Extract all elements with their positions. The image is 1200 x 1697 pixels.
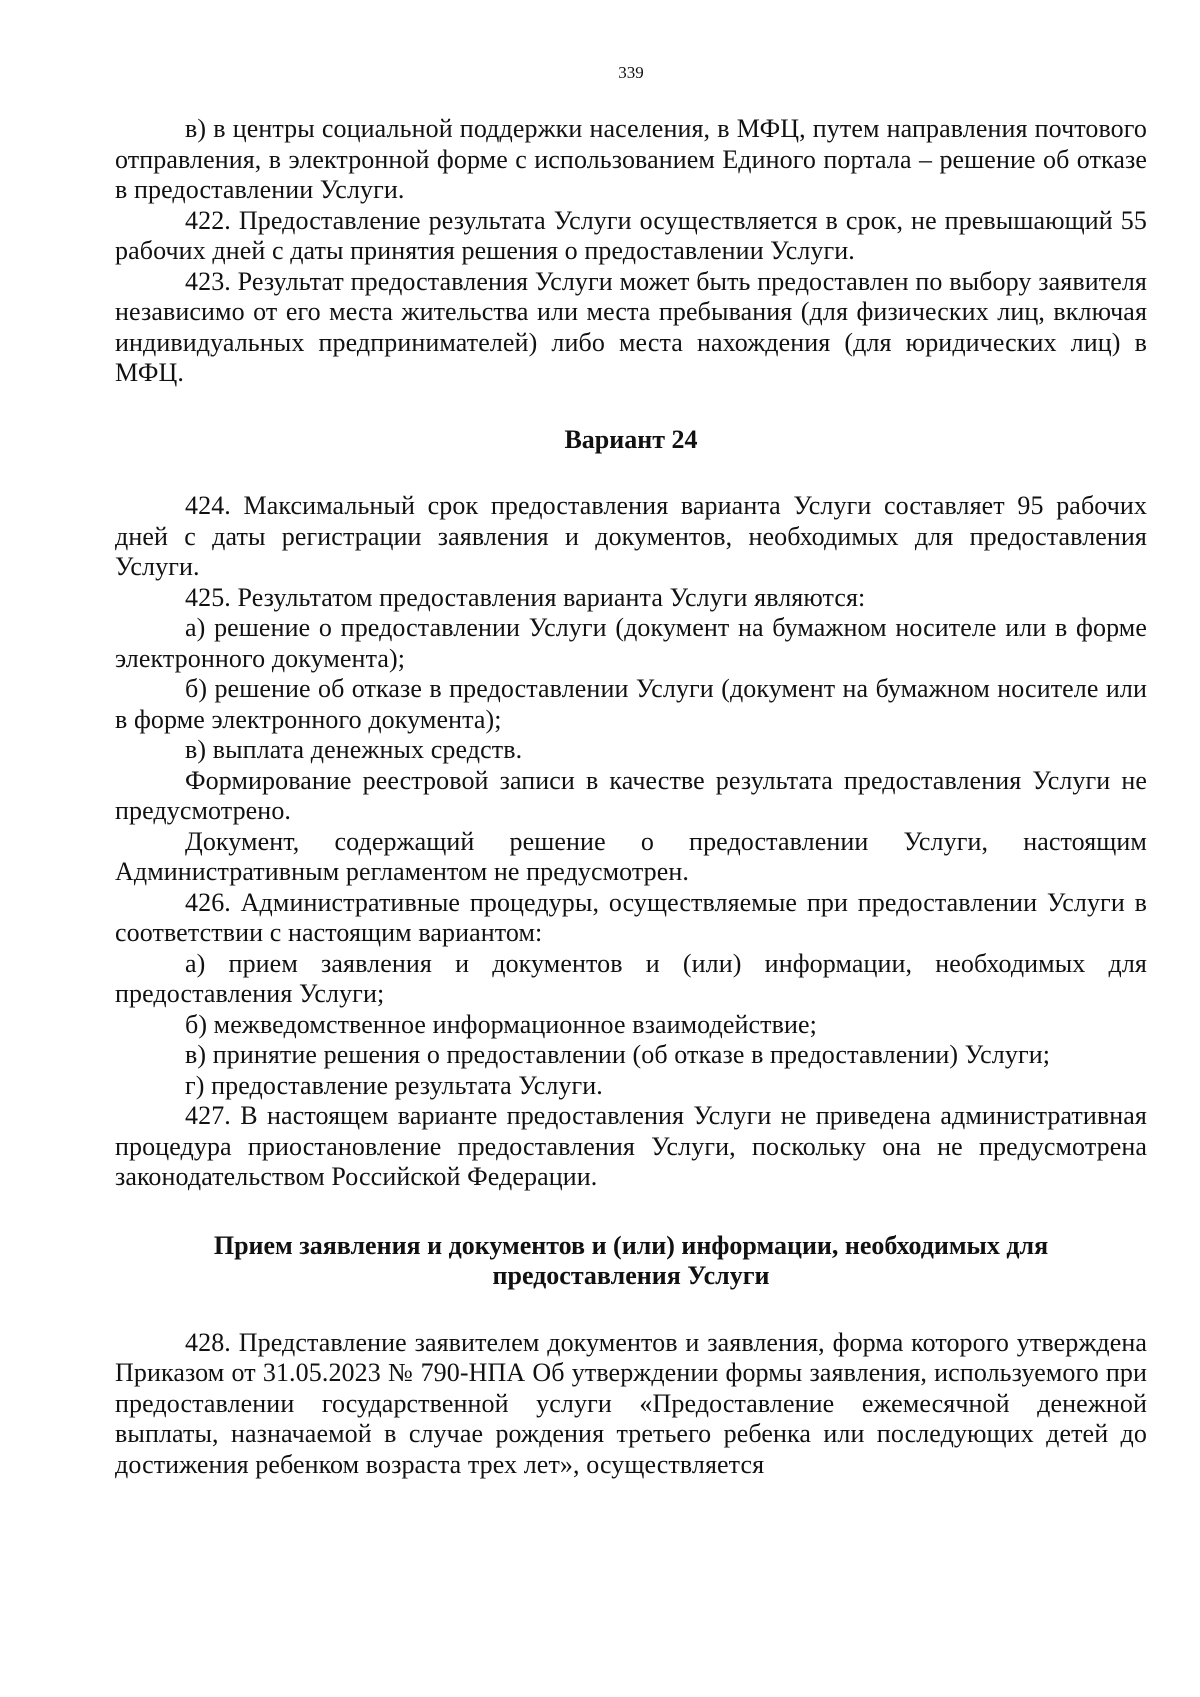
paragraph-428: 428. Представление заявителем документов и заявления, форма которого утверждена Приказом от 31.05.2023 № 790-НПА Об утверждении формы заявления, используемого при предоставлении государственной услуги «Предоставление ежемесячной денежной выплаты, назначаемой в случае рождения третьего ребенка или последующих детей до достижения ребенком возраста трех лет», осуществляется [115,1327,1147,1479]
paragraph-426-b: б) межведомственное информационное взаимодействие; [185,1009,817,1039]
paragraph-424: 424. Максимальный срок предоставления варианта Услуги составляет 95 рабочих дней с даты регистрации заявления и документов, необходимых для предоставления Услуги. [115,491,1147,581]
paragraph-422: 422. Предоставление результата Услуги осуществляется в срок, не превышающий 55 рабочих дней с даты принятия решения о предоставлении Услуги. [115,205,1147,265]
paragraph-425-b: б) решение об отказе в предоставлении Услуги (документ на бумажном носителе или в форме электронного документа); [115,674,1147,734]
paragraph-426-g: г) предоставление результата Услуги. [185,1070,603,1100]
paragraph-426: 426. Административные процедуры, осуществляемые при предоставлении Услуги в соответствии с настоящим вариантом: [115,887,1147,947]
paragraph-425-a: а) решение о предоставлении Услуги (документ на бумажном носителе или в форме электронного документа); [115,613,1147,673]
heading-application-reception: Прием заявления и документов и (или) информации, необходимых для предоставления Услуги [213,1230,1049,1290]
document-page [115,62,1147,1480]
paragraph-426-a: а) прием заявления и документов и (или) информации, необходимых для предоставления Услуги; [115,948,1147,1008]
paragraph-decision-document: Документ, содержащий решение о предоставлении Услуги, настоящим Административным регламентом не предусмотрен. [115,826,1147,886]
paragraph-425: 425. Результатом предоставления варианта Услуги являются: [185,582,866,612]
paragraph-425-v: в) выплата денежных средств. [185,735,523,764]
paragraph-426-v: в) принятие решения о предоставлении (об отказе в предоставлении) Услуги; [185,1040,1051,1069]
paragraph-423: 423. Результат предоставления Услуги может быть предоставлен по выбору заявителя независимо от его места жительства или места пребывания (для физических лиц, включая индивидуальных предпринимателей) либо места нахождения (для юридических лиц) в МФЦ. [115,266,1147,387]
paragraph-427: 427. В настоящем варианте предоставления Услуги не приведена административная процедура приостановление предоставления Услуги, поскольку она не предусмотрена законодательством Российской Федерации. [115,1101,1147,1191]
paragraph-registry-record: Формирование реестровой записи в качестве результата предоставления Услуги не предусмотрено. [115,765,1147,825]
paragraph-v-centers: в) в центры социальной поддержки населения, в МФЦ, путем направления почтового отправления, в электронной форме с использованием Единого портала – решение об отказе в предоставлении Услуги. [115,114,1147,204]
heading-variant-24: Вариант 24 [564,424,698,454]
page-number: 339 [618,63,644,82]
